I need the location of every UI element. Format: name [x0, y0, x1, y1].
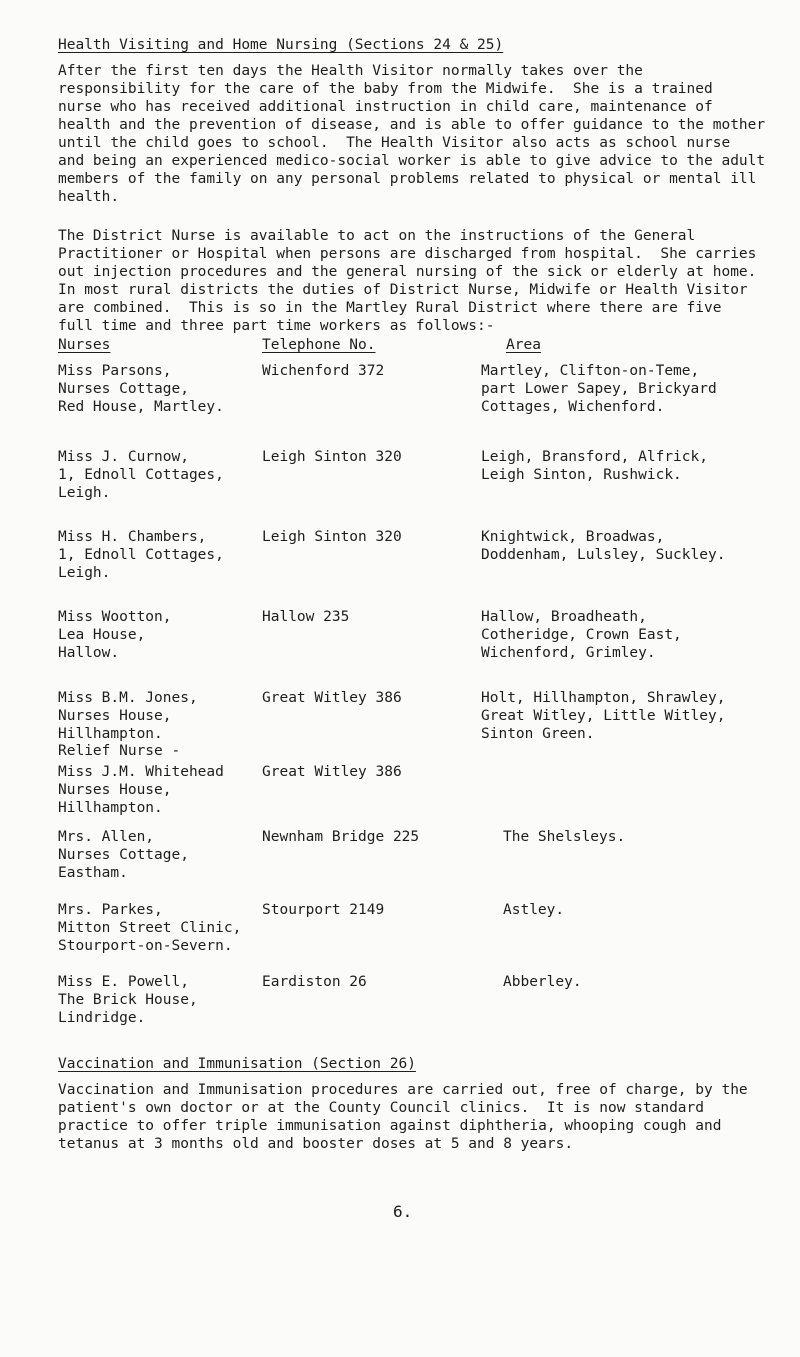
table-row	[58, 973, 798, 1033]
nurse-area: Leigh, Bransford, Alfrick, Leigh Sinton, Rushwick.	[481, 449, 708, 483]
column-header-area: Area	[506, 337, 541, 353]
table-row	[58, 763, 798, 823]
telephone-number: Great Witley 386	[262, 764, 402, 780]
column-header-nurses: Nurses	[58, 337, 111, 353]
telephone-number: Hallow 235	[262, 609, 350, 625]
telephone-number: Newnham Bridge 225	[262, 829, 420, 845]
nurse-address: Miss H. Chambers, 1, Ednoll Cottages, Leigh.	[58, 529, 224, 581]
table-row	[58, 608, 798, 668]
telephone-number: Leigh Sinton 320	[262, 529, 402, 545]
paragraph-vaccination: Vaccination and Immunisation procedures are carried out, free of charge, by the patient's own doctor or at the County Council clinics. It is now standard practice to offer triple immunisation against diphtheria, whooping cough and tetanus at 3 months old and booster doses at 5 and 8 years.	[58, 1082, 748, 1152]
nurse-area: Abberley.	[503, 974, 582, 990]
paragraph-district-nurse: The District Nurse is available to act on the instructions of the General Practitioner or Hospital when persons are discharged from hospital. She carries out injection procedures and the general nursing of the sick or elderly at home. In most rural districts the duties of District Nurse, Midwife or Health Visitor are combined. This is so in the Martley Rural District where there are five full time and three part time workers as follows:-	[58, 228, 757, 334]
nurse-area: Hallow, Broadheath, Cotheridge, Crown East, Wichenford, Grimley.	[481, 609, 682, 661]
nurse-address: Miss J.M. Whitehead Nurses House, Hillhampton.	[58, 764, 224, 816]
nurse-address: Miss J. Curnow, 1, Ednoll Cottages, Leigh.	[58, 449, 224, 501]
nurse-address: Miss B.M. Jones, Nurses House, Hillhampton.	[58, 690, 198, 742]
table-row	[58, 448, 798, 508]
telephone-number: Stourport 2149	[262, 902, 385, 918]
section-heading-health-visiting: Health Visiting and Home Nursing (Sections 24 & 25)	[58, 37, 504, 53]
table-row	[58, 528, 798, 588]
nurse-area: The Shelsleys.	[503, 829, 626, 845]
telephone-number: Eardiston 26	[262, 974, 367, 990]
table-row	[58, 689, 798, 749]
nurse-address: Miss Parsons, Nurses Cottage, Red House, Martley.	[58, 363, 224, 415]
telephone-number: Leigh Sinton 320	[262, 449, 402, 465]
table-row	[58, 362, 798, 422]
nurse-address: Miss E. Powell, The Brick House, Lindridge.	[58, 974, 198, 1026]
table-row	[58, 828, 798, 888]
nurse-area: Knightwick, Broadwas, Doddenham, Lulsley, Suckley.	[481, 529, 726, 563]
column-header-telephone: Telephone No.	[262, 337, 376, 353]
nurse-area: Astley.	[503, 902, 565, 918]
nurse-address: Mrs. Parkes, Mitton Street Clinic, Stourport-on-Severn.	[58, 902, 242, 954]
table-row	[58, 901, 798, 961]
nurse-area: Holt, Hillhampton, Shrawley, Great Witley, Little Witley, Sinton Green.	[481, 690, 726, 742]
relief-nurse-label: Relief Nurse -	[58, 743, 181, 759]
nurse-area: Martley, Clifton-on-Teme, part Lower Sapey, Brickyard Cottages, Wichenford.	[481, 363, 717, 415]
section-heading-vaccination: Vaccination and Immunisation (Section 26)	[58, 1056, 416, 1072]
page-number: 6.	[393, 1202, 413, 1221]
nurse-address: Miss Wootton, Lea House, Hallow.	[58, 609, 172, 661]
telephone-number: Wichenford 372	[262, 363, 385, 379]
nurse-address: Mrs. Allen, Nurses Cottage, Eastham.	[58, 829, 189, 881]
telephone-number: Great Witley 386	[262, 690, 402, 706]
paragraph-health-visitor: After the first ten days the Health Visitor normally takes over the responsibility for the care of the baby from the Midwife. She is a trained nurse who has received additional instruction in child care, maintenance of health and the prevention of disease, and is able to offer guidance to the mother until the child goes to school. The Health Visitor also acts as school nurse and being an experienced medico-social worker is able to give advice to the adult members of the family on any personal problems related to physical or mental ill health.	[58, 63, 766, 205]
